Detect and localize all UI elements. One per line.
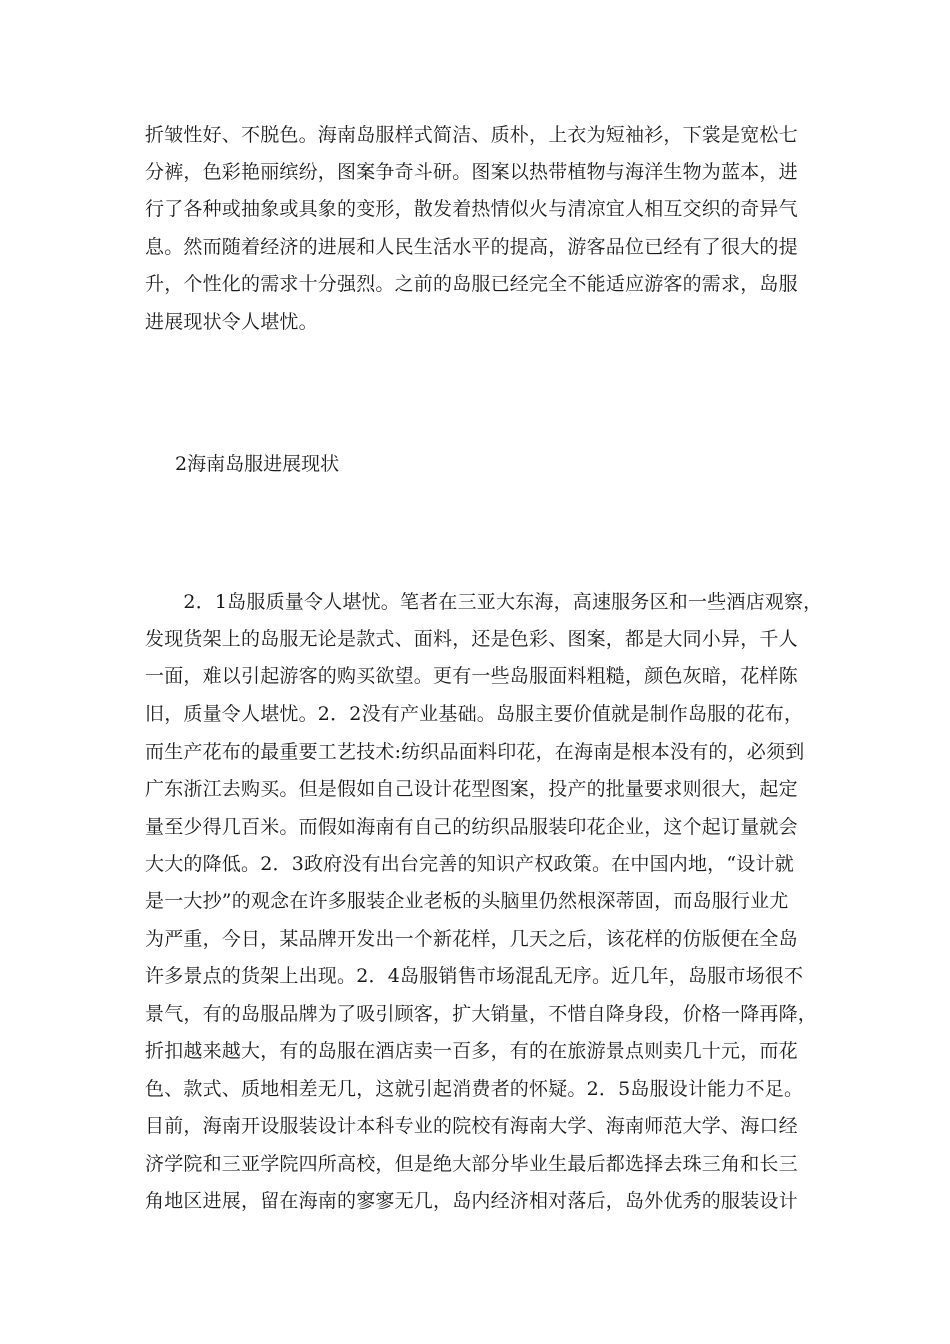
text-line: 升，个性化的需求十分强烈。之前的岛服已经完全不能适应游客的需求，岛服 [145,273,798,295]
text-line: 行了各种或抽象或具象的变形，散发着热情似火与清凉宜人相互交织的奇异气 [145,198,798,220]
text-line: 景气，有的岛服品牌为了吸引顾客，扩大销量，不惜自降身段，价格一降再降， [145,1003,818,1025]
text-line: 目前，海南开设服装设计本科专业的院校有海南大学、海南师范大学、海口经 [145,1115,798,1137]
text-line: 角地区进展，留在海南的寥寥无几，岛内经济相对落后，岛外优秀的服装设计 [145,1190,798,1212]
text-line: 分裤，色彩艳丽缤纷，图案争奇斗研。图案以热带植物与海洋生物为蓝本，进 [145,161,798,183]
text-line: 是一大抄”的观念在许多服装企业老板的头脑里仍然根深蒂固，而岛服行业尤 [145,890,789,912]
text-line: 而生产花布的最重要工艺技术:纺织品面料印花，在海南是根本没有的，必须到 [145,741,805,763]
text-line: 进展现状令人堪忧。 [145,311,318,333]
text-line: 发现货架上的岛服无论是款式、面料，还是色彩、图案，都是大同小异，千人 [145,628,798,650]
text-line: 量至少得几百米。而假如海南有自己的纺织品服装印花企业，这个起订量就会 [145,816,798,838]
text-line: 2．1岛服质量令人堪忧。笔者在三亚大东海，高速服务区和一些酒店观察， [145,591,823,613]
text-line: 息。然而随着经济的进展和人民生活水平的提高，游客品位已经有了很大的提 [145,236,798,258]
text-line: 折皱性好、不脱色。海南岛服样式简洁、质朴，上衣为短袖衫，下裳是宽松七 [145,124,798,146]
text-line: 济学院和三亚学院四所高校，但是绝大部分毕业生最后都选择去珠三角和长三 [145,1153,798,1175]
text-line: 大大的降低。2．3政府没有出台完善的知识产权政策。在中国内地，“设计就 [145,853,794,875]
text-line: 旧，质量令人堪忧。2．2没有产业基础。岛服主要价值就是制作岛服的花布， [145,703,804,725]
text-line: 许多景点的货架上出现。2．4岛服销售市场混乱无序。近几年，岛服市场很不 [145,965,804,987]
text-line: 一面，难以引起游客的购买欲望。更有一些岛服面料粗糙，颜色灰暗，花样陈 [145,665,798,687]
text-line: 广东浙江去购买。但是假如自己设计花型图案，投产的批量要求则很大，起定 [145,778,798,800]
text-line: 色、款式、质地相差无几，这就引起消费者的怀疑。2．5岛服设计能力不足。 [145,1078,804,1100]
text-line: 为严重，今日，某品牌开发出一个新花样，几天之后，该花样的仿版便在全岛 [145,928,798,950]
text-line: 折扣越来越大，有的岛服在酒店卖一百多，有的在旅游景点则卖几十元，而花 [145,1040,798,1062]
section-heading: 2海南岛服进展现状 [175,453,340,475]
